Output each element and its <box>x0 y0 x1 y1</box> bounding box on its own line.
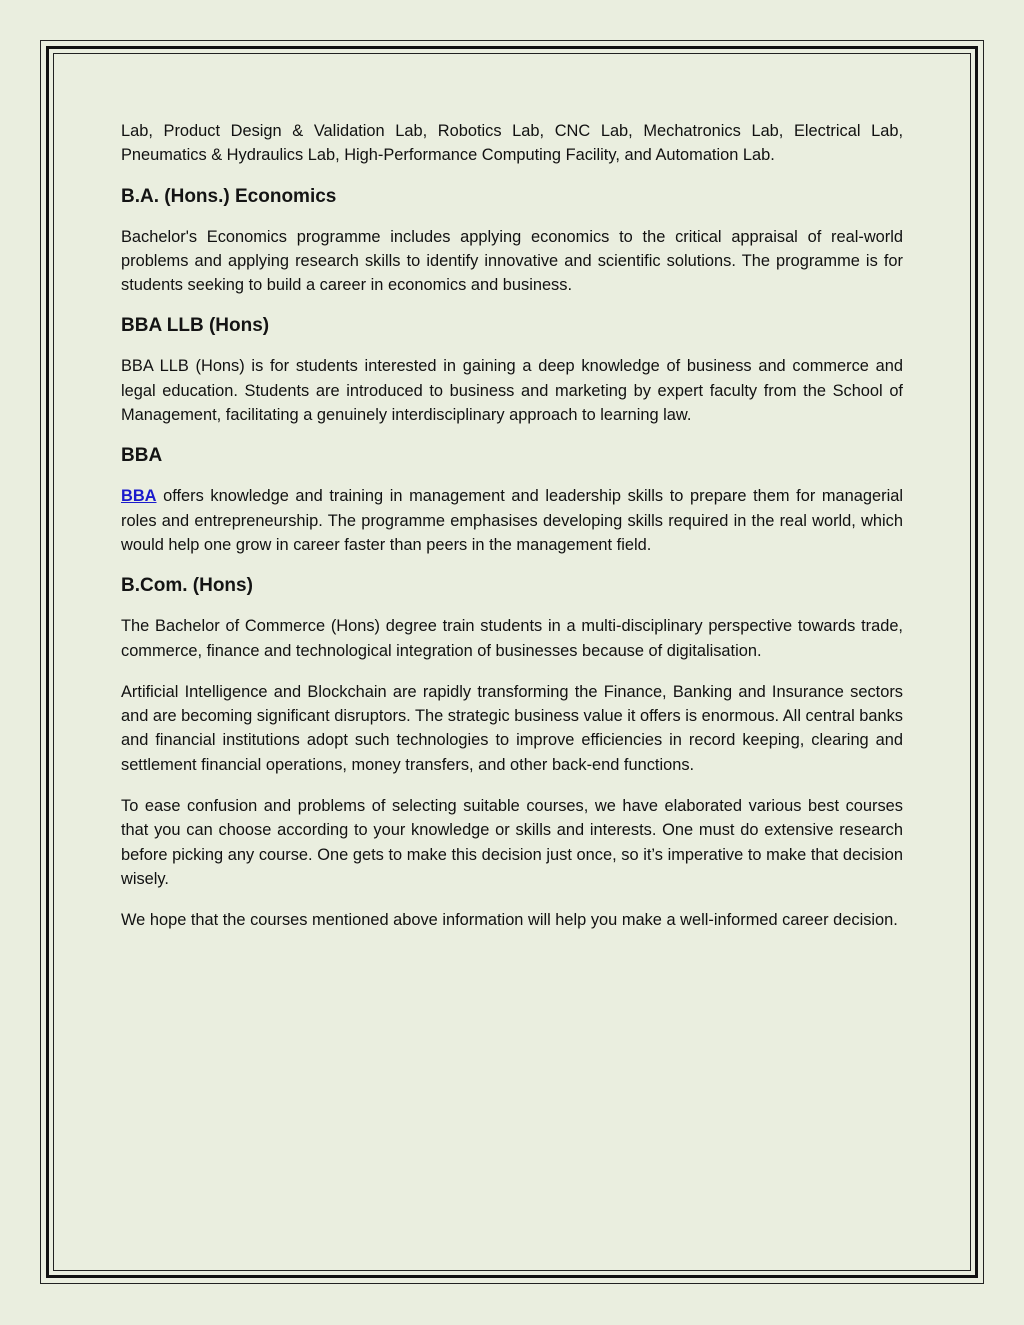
paragraph-bcom-4: We hope that the courses mentioned above information will help you make a well-informed career decision. <box>121 911 898 930</box>
paragraph-bcom-2: Artificial Intelligence and Blockchain are rapidly transforming the Finance, Banking and Insurance sectors and are becoming significant disruptors. The strategic business value it offers is enormous. All central banks and financial institutions adopt such technologies to improve efficiencies in record keeping, clearing and settlement financial operations, money transfers, and other back-end functions. <box>121 682 903 774</box>
paragraph-ba-economics: Bachelor's Economics programme includes applying economics to the critical appraisal of real-world problems and applying research skills to identify innovative and scientific solutions. The programme is for students seeking to build a career in economics and business. <box>121 227 903 295</box>
heading-bcom: B.Com. (Hons) <box>121 575 253 597</box>
document-body <box>121 119 903 950</box>
paragraph-bcom-1: The Bachelor of Commerce (Hons) degree train students in a multi-disciplinary perspective towards trade, commerce, finance and technological integration of businesses because of digitalisation. <box>121 617 903 660</box>
heading-bba-llb: BBA LLB (Hons) <box>121 315 270 337</box>
bba-link[interactable]: BBA <box>121 487 157 506</box>
heading-ba-economics: B.A. (Hons.) Economics <box>121 185 337 207</box>
heading-bba: BBA <box>121 445 163 467</box>
paragraph-bcom-3: To ease confusion and problems of selecting suitable courses, we have elaborated various best courses that you can choose according to your knowledge or skills and interests. One must do extensive research before picking any course. One gets to make this decision just once, so it’s imperative to make that decision wisely. <box>121 797 903 888</box>
paragraph-bba <box>121 484 903 557</box>
intro-paragraph: Lab, Product Design & Validation Lab, Robotics Lab, CNC Lab, Mechatronics Lab, Electrical Lab, Pneumatics & Hydraulics Lab, High-Performance Computing Facility, and Automation Lab. <box>121 122 903 165</box>
paragraph-bba-text: offers knowledge and training in management and leadership skills to prepare them for managerial roles and entrepreneurship. The programme emphasises developing skills required in the real world, which would help one grow in career faster than peers in the management field. <box>121 487 903 554</box>
paragraph-bba-llb: BBA LLB (Hons) is for students interested in gaining a deep knowledge of business and commerce and legal education. Students are introduced to business and marketing by expert faculty from the School of Management, facilitating a genuinely interdisciplinary approach to learning law. <box>121 357 903 425</box>
